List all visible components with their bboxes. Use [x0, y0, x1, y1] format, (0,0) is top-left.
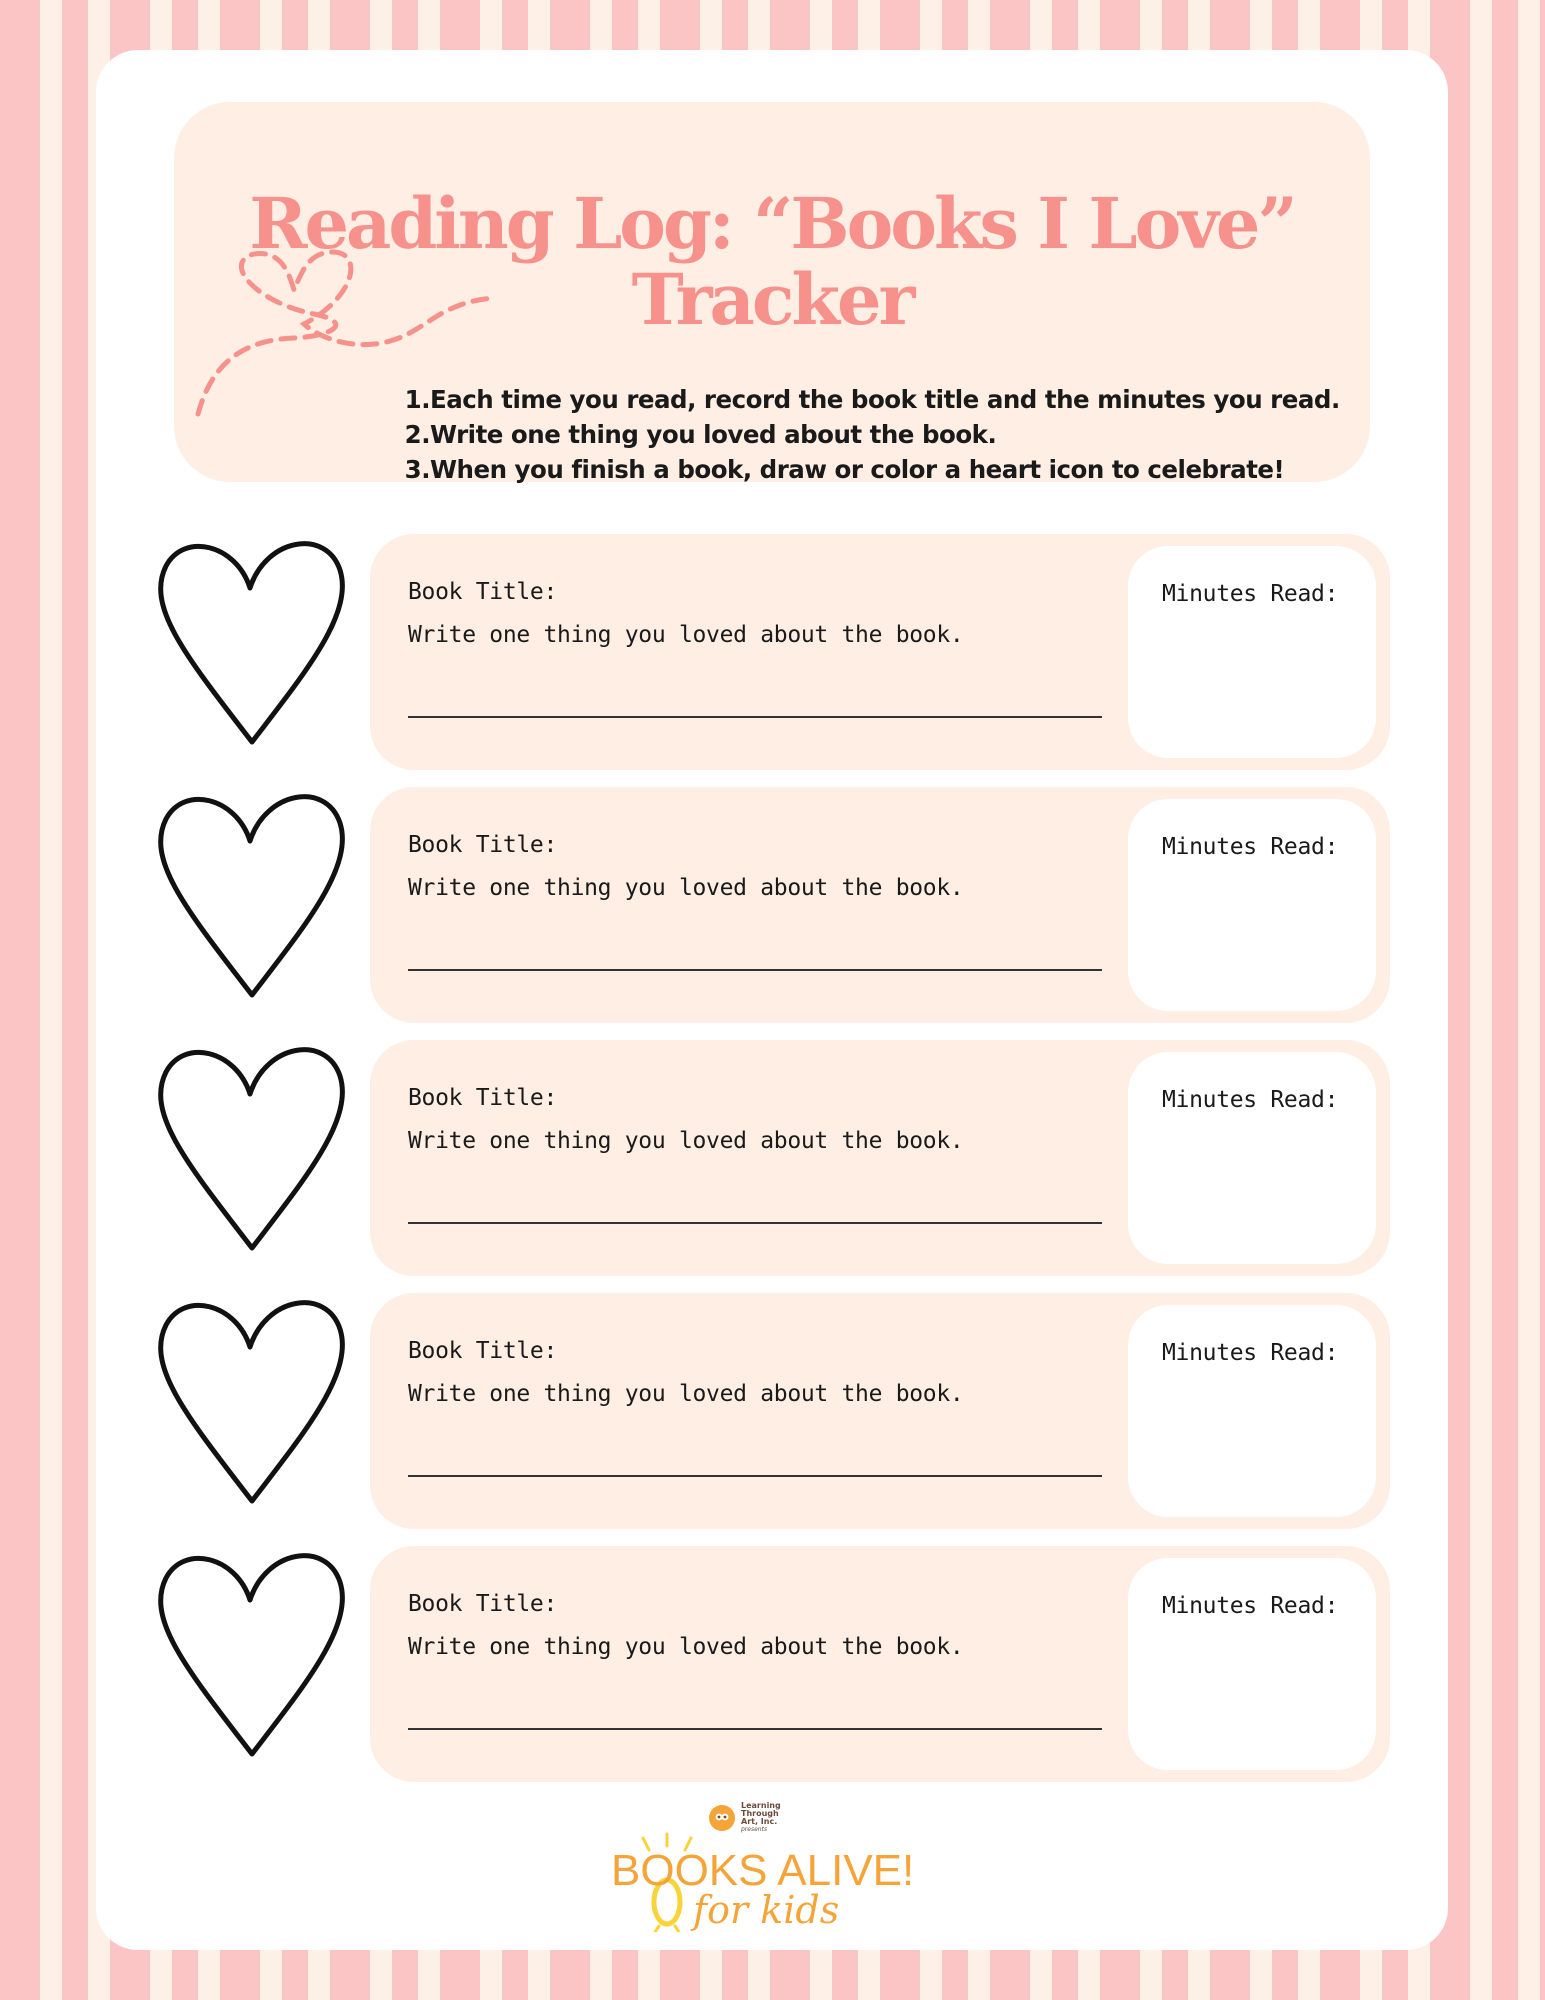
instruction-item [397, 417, 1340, 452]
writing-line[interactable] [408, 1475, 1102, 1477]
books-alive-logo [611, 1802, 931, 1932]
minutes-box[interactable] [1128, 1305, 1376, 1517]
instruction-text: When you finish a book, draw or color a heart icon to celebrate! [430, 455, 1285, 484]
loved-prompt: Write one thing you loved about the book. [408, 1634, 964, 1660]
book-title-label: Book Title: [408, 1338, 558, 1364]
log-entry [96, 1293, 1448, 1529]
minutes-read-label: Minutes Read: [1162, 834, 1339, 860]
log-entry [96, 1546, 1448, 1782]
writing-line[interactable] [408, 1728, 1102, 1730]
entry-card [370, 534, 1390, 770]
org-line-2: Through [741, 1809, 779, 1818]
owl-badge-icon [709, 1805, 735, 1831]
book-title-label: Book Title: [408, 832, 558, 858]
entry-card [370, 787, 1390, 1023]
loved-prompt: Write one thing you loved about the book. [408, 1128, 964, 1154]
instruction-text: Each time you read, record the book title and the minutes you read. [430, 385, 1340, 414]
header-panel [174, 102, 1370, 482]
writing-line[interactable] [408, 1222, 1102, 1224]
minutes-box[interactable] [1128, 546, 1376, 758]
entry-card [370, 1293, 1390, 1529]
minutes-read-label: Minutes Read: [1162, 581, 1339, 607]
brand-subtitle: for kids [693, 1888, 840, 1932]
writing-line[interactable] [408, 969, 1102, 971]
brand-name: BOOKS ALIVE! [611, 1846, 915, 1895]
entry-card [370, 1546, 1390, 1782]
entry-card [370, 1040, 1390, 1276]
org-line-3: Art, Inc. [741, 1817, 778, 1826]
instructions-list [397, 382, 1340, 487]
instruction-number: 2. [404, 420, 430, 449]
heart-outline-icon[interactable] [154, 787, 354, 1003]
writing-line[interactable] [408, 716, 1102, 718]
minutes-box[interactable] [1128, 1558, 1376, 1770]
heart-outline-icon[interactable] [154, 534, 354, 750]
learning-through-art-text [741, 1802, 781, 1834]
minutes-read-label: Minutes Read: [1162, 1340, 1339, 1366]
log-entry [96, 1040, 1448, 1276]
minutes-read-label: Minutes Read: [1162, 1593, 1339, 1619]
book-title-label: Book Title: [408, 1085, 558, 1111]
org-line-1: Learning [741, 1801, 781, 1810]
loved-prompt: Write one thing you loved about the book. [408, 1381, 964, 1407]
page-title-line-2: Tracker [631, 258, 913, 341]
instruction-number: 3. [404, 455, 430, 484]
page-title-line-1: Reading Log: “Books I Love” [249, 182, 1295, 265]
presents-text: presents [741, 1826, 768, 1833]
log-entry [96, 534, 1448, 770]
minutes-box[interactable] [1128, 799, 1376, 1011]
book-title-label: Book Title: [408, 1591, 558, 1617]
heart-outline-icon[interactable] [154, 1546, 354, 1762]
instruction-text: Write one thing you loved about the book. [430, 420, 997, 449]
minutes-box[interactable] [1128, 1052, 1376, 1264]
instruction-item [397, 452, 1340, 487]
instruction-item [397, 382, 1340, 417]
heart-outline-icon[interactable] [154, 1293, 354, 1509]
instruction-number: 1. [404, 385, 430, 414]
book-title-label: Book Title: [408, 579, 558, 605]
minutes-read-label: Minutes Read: [1162, 1087, 1339, 1113]
loved-prompt: Write one thing you loved about the book. [408, 622, 964, 648]
heart-outline-icon[interactable] [154, 1040, 354, 1256]
worksheet-page [96, 50, 1448, 1950]
log-entry [96, 787, 1448, 1023]
loved-prompt: Write one thing you loved about the book. [408, 875, 964, 901]
learning-through-art-badge [709, 1802, 781, 1834]
